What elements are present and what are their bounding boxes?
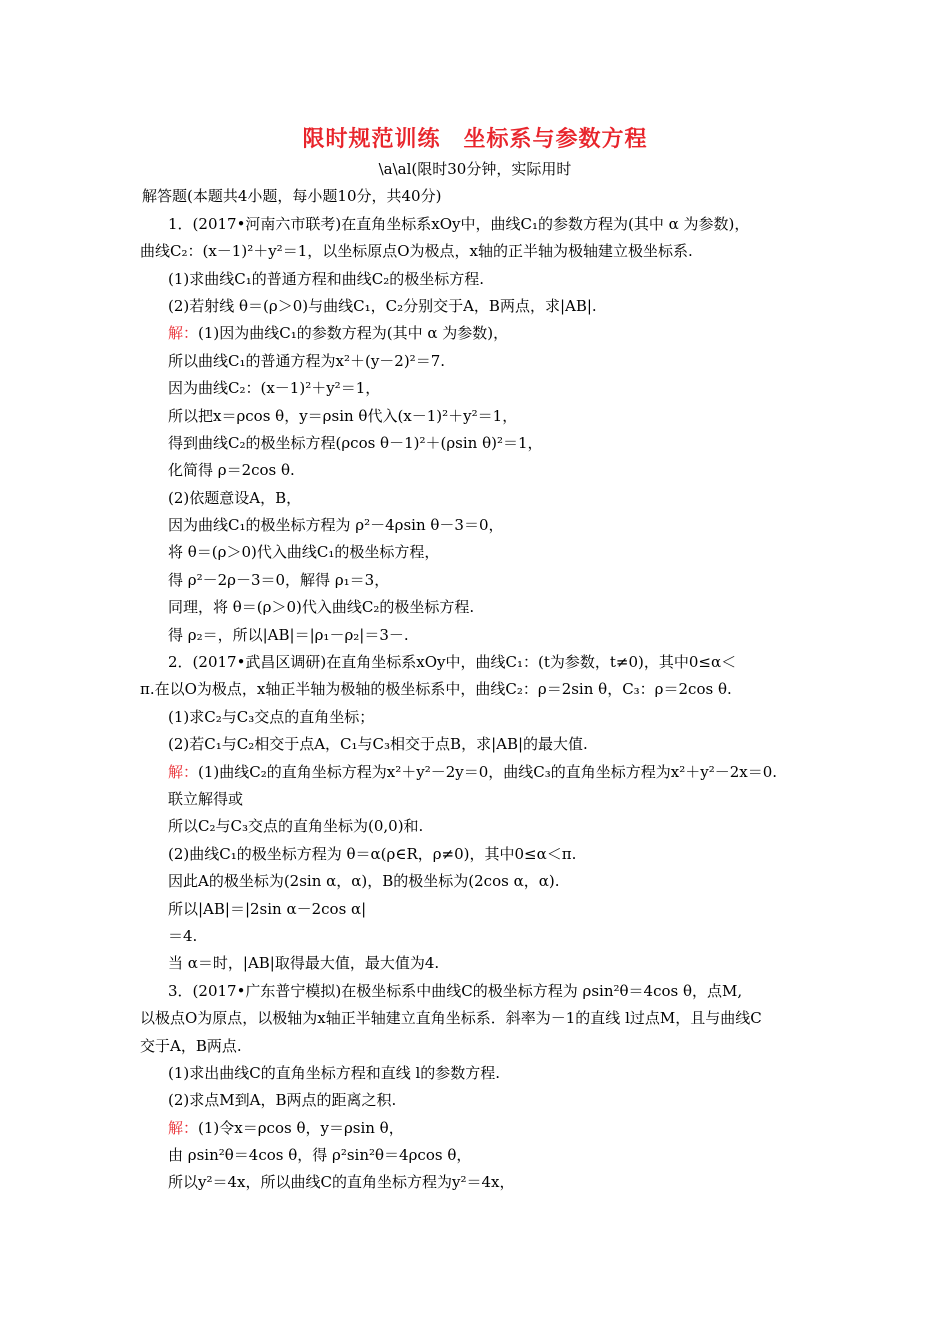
text-line	[0, 759, 950, 786]
text-line	[0, 348, 950, 375]
line-text: 得 ρ²－2ρ－3＝0，解得 ρ₁＝3，	[168, 570, 390, 589]
document-body	[0, 156, 950, 1197]
line-text: 得 ρ₂＝，所以|AB|＝|ρ₁－ρ₂|＝3－.	[168, 625, 409, 644]
text-line	[0, 430, 950, 457]
text-line	[0, 1115, 950, 1142]
text-line	[0, 1087, 950, 1114]
line-text: (2)求点M到A，B两点的距离之积.	[168, 1091, 397, 1110]
line-text: (2)若射线 θ＝(ρ＞0)与曲线C₁，C₂分别交于A，B两点，求|AB|.	[168, 296, 597, 315]
line-text: 因为曲线C₂：(x－1)²＋y²＝1，	[168, 379, 381, 398]
line-text: (1)因为曲线C₁的参数方程为(其中 α 为参数)，	[198, 324, 509, 343]
line-text: 化简得 ρ＝2cos θ.	[168, 461, 295, 480]
line-text: (1)求出曲线C的直角坐标方程和直线 l的参数方程.	[168, 1063, 501, 1082]
text-line	[0, 266, 950, 293]
text-line	[0, 594, 950, 621]
solution-label: 解：	[168, 1118, 199, 1137]
line-text: 所以C₂与C₃交点的直角坐标为(0,0)和.	[168, 817, 424, 836]
text-line	[0, 539, 950, 566]
text-line	[0, 457, 950, 484]
text-line	[0, 704, 950, 731]
text-line	[0, 950, 950, 977]
text-line	[0, 868, 950, 895]
line-text: 所以y²＝4x，所以曲线C的直角坐标方程为y²＝4x，	[168, 1173, 515, 1192]
line-text: (1)令x＝ρcos θ，y＝ρsin θ，	[198, 1118, 404, 1137]
text-line	[0, 183, 950, 210]
line-text: 2．(2017•武昌区调研)在直角坐标系xOy中，曲线C₁：(t为参数，t≠0)，其中0≤α＜	[168, 653, 737, 672]
line-text: 交于A，B两点.	[140, 1036, 242, 1055]
line-text: 3．(2017•广东普宁模拟)在极坐标系中曲线C的极坐标方程为 ρsin²θ＝4cos θ，点M,	[168, 981, 743, 1000]
text-line	[0, 841, 950, 868]
text-line	[0, 375, 950, 402]
text-line	[0, 320, 950, 347]
line-text: (2)依题意设A，B，	[168, 488, 302, 507]
text-line	[0, 403, 950, 430]
line-text: (2)曲线C₁的极坐标方程为 θ＝α(ρ∈R，ρ≠0)，其中0≤α＜π.	[168, 844, 577, 863]
text-line	[0, 923, 950, 950]
text-line	[0, 156, 950, 183]
text-line	[0, 238, 950, 265]
text-line	[0, 622, 950, 649]
text-line	[0, 1005, 950, 1032]
page-title: 限时规范训练 坐标系与参数方程	[302, 127, 648, 152]
line-text: 以极点O为原点，以极轴为x轴正半轴建立直角坐标系．斜率为－1的直线 l过点M，且与曲线C	[140, 1009, 762, 1028]
line-text: (1)曲线C₂的直角坐标方程为x²＋y²－2y＝0，曲线C₃的直角坐标方程为x²＋y²－2x＝0.	[198, 762, 778, 781]
text-line	[0, 786, 950, 813]
text-line	[0, 293, 950, 320]
solution-label: 解：	[168, 762, 199, 781]
solution-label: 解：	[168, 324, 199, 343]
line-text: 因为曲线C₁的极坐标方程为 ρ²－4ρsin θ－3＝0，	[168, 516, 504, 535]
line-text: 所以把x＝ρcos θ，y＝ρsin θ代入(x－1)²＋y²＝1，	[168, 406, 518, 425]
text-line	[0, 896, 950, 923]
line-text: 由 ρsin²θ＝4cos θ，得 ρ²sin²θ＝4ρcos θ，	[168, 1146, 472, 1165]
line-text: π.在以O为极点，x轴正半轴为极轴的极坐标系中，曲线C₂：ρ＝2sin θ，C₃：ρ＝2cos θ.	[140, 680, 732, 699]
line-text: 联立解得或	[168, 789, 244, 808]
line-text: ＝4.	[168, 926, 198, 945]
line-text: 同理，将 θ＝(ρ＞0)代入曲线C₂的极坐标方程.	[168, 598, 475, 617]
line-text: 所以|AB|＝|2sin α－2cos α|	[168, 899, 367, 918]
line-text: 1．(2017•河南六市联考)在直角坐标系xOy中，曲线C₁的参数方程为(其中 α 为参数)，	[168, 214, 750, 233]
text-line	[0, 1169, 950, 1196]
line-text: 得到曲线C₂的极坐标方程(ρcos θ－1)²＋(ρsin θ)²＝1，	[168, 433, 543, 452]
line-text: (1)求曲线C₁的普通方程和曲线C₂的极坐标方程.	[168, 269, 484, 288]
text-line	[0, 485, 950, 512]
line-text: 因此A的极坐标为(2sin α，α)，B的极坐标为(2cos α，α).	[168, 872, 560, 891]
text-line	[0, 649, 950, 676]
text-line	[0, 978, 950, 1005]
line-text: 曲线C₂：(x－1)²＋y²＝1，以坐标原点O为极点，x轴的正半轴为极轴建立极坐标系.	[140, 242, 693, 261]
line-text: 当 α＝时，|AB|取得最大值，最大值为4.	[168, 954, 440, 973]
text-line	[0, 1142, 950, 1169]
line-text: (1)求C₂与C₃交点的直角坐标；	[168, 707, 375, 726]
line-text: 解答题(本题共4小题，每小题10分，共40分)	[142, 187, 442, 206]
text-line	[0, 512, 950, 539]
text-line	[0, 813, 950, 840]
line-text: (2)若C₁与C₂相交于点A，C₁与C₃相交于点B，求|AB|的最大值.	[168, 735, 588, 754]
text-line	[0, 211, 950, 238]
text-line	[0, 731, 950, 758]
text-line	[0, 676, 950, 703]
line-text: \a\al(限时30分钟，实际用时	[378, 160, 572, 178]
text-line	[0, 567, 950, 594]
text-line	[0, 1060, 950, 1087]
line-text: 将 θ＝(ρ＞0)代入曲线C₁的极坐标方程，	[168, 543, 440, 562]
line-text: 所以曲线C₁的普通方程为x²＋(y－2)²＝7.	[168, 351, 446, 370]
text-line	[0, 1033, 950, 1060]
